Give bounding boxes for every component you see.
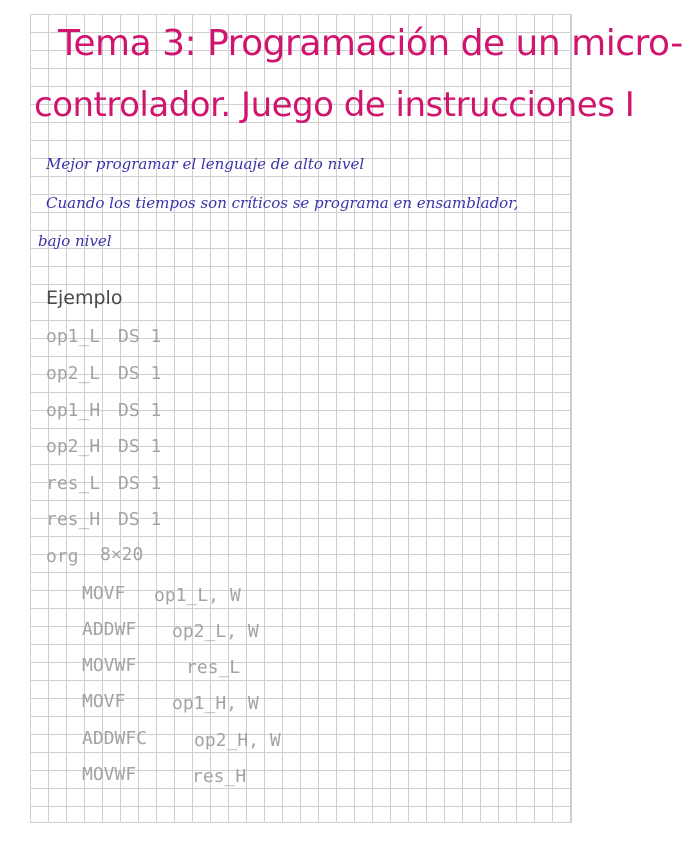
- instruction-args: res_L: [186, 657, 241, 678]
- instruction-op: MOVWF: [82, 655, 137, 676]
- instruction-args: op2_H, W: [194, 730, 281, 751]
- instruction-op: ADDWF: [82, 619, 137, 640]
- declaration-directive: DS 1: [118, 436, 162, 457]
- note-line-1: Mejor programar el lenguaje de alto nivel: [46, 155, 365, 173]
- declaration-label: op1_L: [46, 326, 101, 347]
- instruction-op: MOVF: [82, 583, 126, 604]
- instruction-args: op2_L, W: [172, 621, 259, 642]
- title-line-1: Tema 3: Programación de un micro-: [58, 23, 683, 64]
- instruction-args: res_H: [192, 766, 247, 787]
- org-keyword: org: [46, 546, 79, 567]
- declaration-label: res_L: [46, 473, 101, 494]
- declaration-label: op2_L: [46, 363, 101, 384]
- note-line-2: Cuando los tiempos son críticos se programa en ensamblador,: [46, 194, 519, 212]
- declaration-directive: DS 1: [118, 363, 162, 384]
- example-heading: Ejemplo: [46, 287, 123, 309]
- instruction-op: ADDWFC: [82, 728, 148, 749]
- declaration-directive: DS 1: [118, 509, 162, 530]
- instruction-args: op1_H, W: [172, 693, 259, 714]
- declaration-label: op2_H: [46, 436, 101, 457]
- declaration-directive: DS 1: [118, 473, 162, 494]
- instruction-args: op1_L, W: [154, 585, 241, 606]
- declaration-label: res_H: [46, 509, 101, 530]
- instruction-op: MOVWF: [82, 764, 137, 785]
- instruction-op: MOVF: [82, 691, 126, 712]
- declaration-directive: DS 1: [118, 326, 162, 347]
- declaration-label: op1_H: [46, 400, 101, 421]
- note-line-3: bajo nivel: [38, 232, 112, 250]
- title-line-2: controlador. Juego de instrucciones I: [34, 85, 635, 125]
- declaration-directive: DS 1: [118, 400, 162, 421]
- org-value: 8×20: [100, 544, 144, 565]
